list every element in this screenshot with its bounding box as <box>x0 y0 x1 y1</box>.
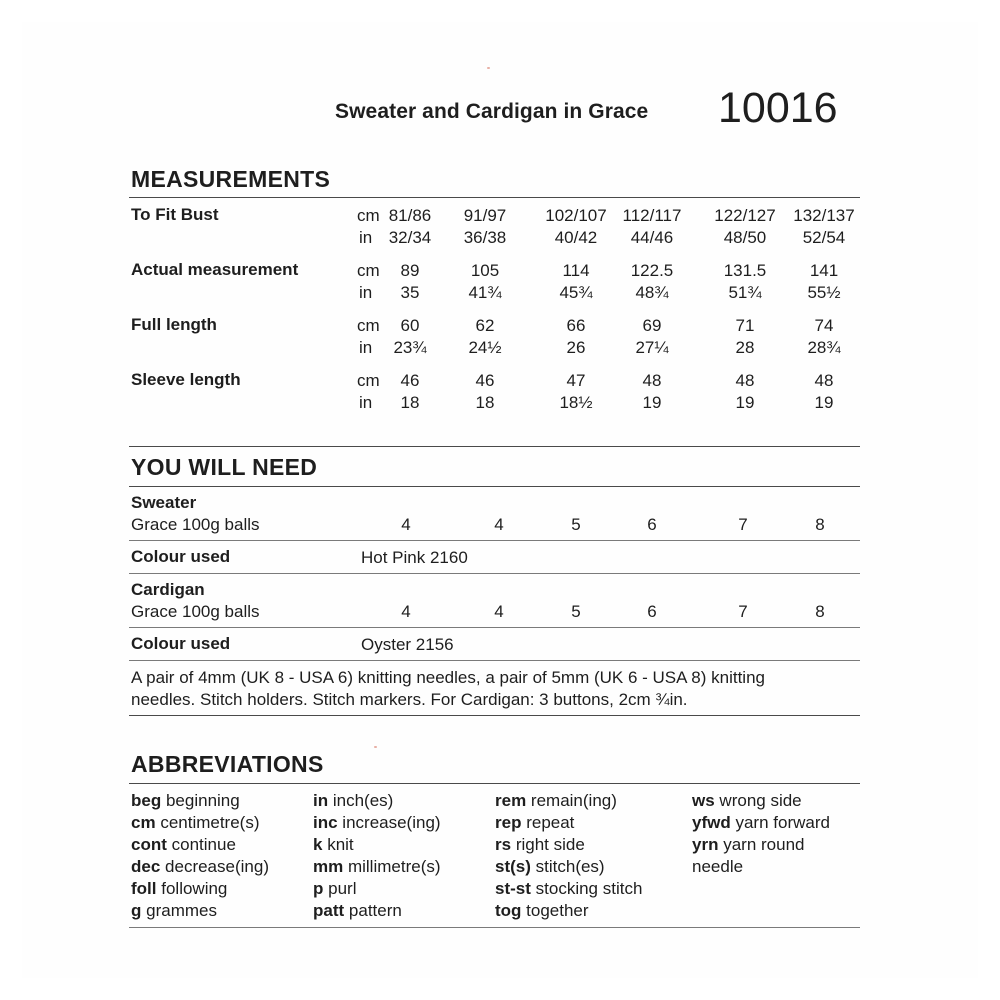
divider <box>129 197 860 198</box>
abbreviation-item <box>131 813 260 833</box>
measurement-in-value: 40/42 <box>554 228 598 247</box>
abbreviation-term: rs <box>495 835 512 854</box>
abbreviation-meaning: beginning <box>165 791 240 810</box>
divider <box>129 540 860 541</box>
measurement-cm-value: 62 <box>475 316 495 335</box>
sweater-colour-label: Colour used <box>131 547 231 566</box>
abbreviation-meaning: needle <box>692 857 744 876</box>
abbreviation-item <box>692 835 804 855</box>
abbreviation-item <box>692 791 802 811</box>
abbreviation-item <box>131 857 269 877</box>
ball-count: 6 <box>647 602 657 621</box>
abbreviation-term: p <box>313 879 324 898</box>
print-speck <box>374 746 377 748</box>
ball-count: 5 <box>571 602 581 621</box>
abbreviation-term: yfwd <box>692 813 731 832</box>
abbreviation-item <box>131 791 240 811</box>
abbreviation-term: cm <box>131 813 156 832</box>
measurement-cm-value: 105 <box>470 261 500 280</box>
abbreviation-term: inc <box>313 813 338 832</box>
abbreviation-term: g <box>131 901 142 920</box>
measurement-in-value: 51¾ <box>728 283 762 302</box>
unit-cm: cm <box>357 206 380 225</box>
abbreviation-meaning: stitch(es) <box>535 857 605 876</box>
abbreviation-term: k <box>313 835 323 854</box>
unit-in: in <box>359 338 373 357</box>
measurement-in-value: 44/46 <box>630 228 674 247</box>
divider <box>129 660 860 661</box>
divider <box>129 573 860 574</box>
measurement-cm-value: 114 <box>562 261 590 280</box>
measurement-cm-value: 46 <box>400 371 420 390</box>
ball-count: 8 <box>815 602 825 621</box>
measurement-in-value: 45¾ <box>559 283 593 302</box>
abbreviation-meaning: remain(ing) <box>530 791 617 810</box>
measurements-heading: MEASUREMENTS <box>131 166 331 192</box>
abbreviations-heading: ABBREVIATIONS <box>131 751 324 777</box>
ball-count: 4 <box>494 515 504 534</box>
abbreviation-term: rep <box>495 813 522 832</box>
you-will-need-heading: YOU WILL NEED <box>131 454 318 480</box>
abbreviation-term: mm <box>313 857 344 876</box>
ball-count: 4 <box>401 515 411 534</box>
notes-line-1: A pair of 4mm (UK 8 - USA 6) knitting needles, a pair of 5mm (UK 6 - USA 8) knitting <box>131 668 765 687</box>
abbreviation-term: rem <box>495 791 527 810</box>
abbreviation-term: dec <box>131 857 161 876</box>
abbreviation-item <box>495 879 642 899</box>
ball-count: 4 <box>494 602 504 621</box>
sweater-colour-value: Hot Pink 2160 <box>361 548 468 567</box>
notes-line-2: needles. Stitch holders. Stitch markers. For Cardigan: 3 buttons, 2cm ¾in. <box>131 690 688 709</box>
abbreviation-term: foll <box>131 879 157 898</box>
ball-count: 5 <box>571 515 581 534</box>
measurement-in-value: 36/38 <box>463 228 507 247</box>
measurement-in-value: 28 <box>735 338 755 357</box>
measurement-cm-value: 74 <box>814 316 834 335</box>
abbreviation-item <box>131 879 227 899</box>
abbreviation-term: st(s) <box>495 857 531 876</box>
measurement-in-value: 52/54 <box>802 228 846 247</box>
measurement-cm-value: 46 <box>475 371 495 390</box>
abbreviation-item <box>495 835 585 855</box>
abbreviation-meaning: decrease(ing) <box>165 857 269 876</box>
measurement-in-value: 41¾ <box>468 283 502 302</box>
sweater-yarn-label: Grace 100g balls <box>131 515 260 534</box>
abbreviation-item <box>313 813 441 833</box>
measurement-cm-value: 112/117 <box>622 206 682 225</box>
abbreviation-term: tog <box>495 901 522 920</box>
abbreviation-term: cont <box>131 835 167 854</box>
measurement-label: Full length <box>131 315 217 334</box>
measurement-cm-value: 48 <box>814 371 834 390</box>
abbreviation-meaning: inch(es) <box>332 791 394 810</box>
unit-cm: cm <box>357 371 380 390</box>
measurement-in-value: 24½ <box>468 338 502 357</box>
measurement-in-value: 26 <box>566 338 586 357</box>
sweater-title: Sweater <box>131 493 197 512</box>
measurement-cm-value: 71 <box>735 316 755 335</box>
measurement-cm-value: 47 <box>566 371 586 390</box>
abbreviation-item <box>495 813 574 833</box>
abbreviation-meaning: together <box>526 901 589 920</box>
abbreviation-term: beg <box>131 791 162 810</box>
abbreviation-meaning: wrong side <box>719 791 802 810</box>
abbreviation-meaning: stocking stitch <box>535 879 643 898</box>
abbreviation-item <box>495 857 605 877</box>
measurement-in-value: 35 <box>400 283 420 302</box>
measurement-cm-value: 48 <box>642 371 662 390</box>
measurement-in-value: 18 <box>400 393 420 412</box>
abbreviation-item <box>495 791 617 811</box>
pattern-number: 10016 <box>718 84 838 132</box>
unit-cm: cm <box>357 316 380 335</box>
abbreviation-item <box>313 835 354 855</box>
abbreviation-item <box>313 791 393 811</box>
abbreviation-term: in <box>313 791 329 810</box>
abbreviation-meaning: millimetre(s) <box>347 857 441 876</box>
unit-in: in <box>359 228 373 247</box>
measurement-label: Sleeve length <box>131 370 241 389</box>
divider <box>129 927 860 928</box>
measurement-cm-value: 69 <box>642 316 662 335</box>
unit-cm: cm <box>357 261 380 280</box>
measurement-cm-value: 60 <box>400 316 420 335</box>
measurement-cm-value: 132/137 <box>793 206 855 225</box>
measurement-in-value: 48/50 <box>723 228 767 247</box>
measurement-label: Actual measurement <box>131 260 299 279</box>
ball-count: 6 <box>647 515 657 534</box>
abbreviation-meaning: repeat <box>526 813 575 832</box>
abbreviation-meaning: grammes <box>146 901 217 920</box>
divider <box>129 486 860 487</box>
abbreviation-meaning: right side <box>515 835 585 854</box>
measurement-cm-value: 131.5 <box>723 261 767 280</box>
measurement-cm-value: 102/107 <box>545 206 607 225</box>
print-speck <box>487 67 490 69</box>
abbreviation-term: st-st <box>495 879 531 898</box>
abbreviation-item <box>692 813 830 833</box>
measurement-cm-value: 122.5 <box>630 261 674 280</box>
unit-in: in <box>359 393 373 412</box>
ball-count: 7 <box>738 602 748 621</box>
cardigan-title: Cardigan <box>131 580 205 599</box>
measurement-in-value: 55½ <box>807 283 841 302</box>
abbreviation-meaning: following <box>161 879 228 898</box>
ball-count: 8 <box>815 515 825 534</box>
divider <box>129 627 860 628</box>
abbreviation-meaning: continue <box>171 835 236 854</box>
measurement-cm-value: 81/86 <box>388 206 432 225</box>
abbreviation-item <box>313 879 356 899</box>
divider <box>129 715 860 716</box>
measurement-in-value: 23¾ <box>393 338 427 357</box>
measurement-cm-value: 66 <box>566 316 586 335</box>
measurement-cm-value: 122/127 <box>714 206 776 225</box>
measurement-in-value: 19 <box>735 393 755 412</box>
measurement-in-value: 18½ <box>559 393 593 412</box>
pattern-title: Sweater and Cardigan in Grace <box>335 100 649 123</box>
abbreviation-meaning: knit <box>327 835 354 854</box>
divider <box>129 783 860 784</box>
abbreviation-term: ws <box>692 791 715 810</box>
cardigan-colour-value: Oyster 2156 <box>361 635 454 654</box>
measurement-in-value: 28¾ <box>807 338 841 357</box>
measurement-label: To Fit Bust <box>131 205 219 224</box>
abbreviation-item <box>131 901 217 921</box>
measurement-in-value: 27¼ <box>635 338 669 357</box>
measurement-cm-value: 91/97 <box>463 206 507 225</box>
abbreviation-item <box>692 857 743 877</box>
measurement-cm-value: 48 <box>735 371 755 390</box>
unit-in: in <box>359 283 373 302</box>
abbreviation-term: yrn <box>692 835 719 854</box>
abbreviation-meaning: centimetre(s) <box>160 813 260 832</box>
abbreviation-item <box>495 901 589 921</box>
divider <box>129 446 860 447</box>
measurement-in-value: 18 <box>475 393 495 412</box>
measurement-cm-value: 141 <box>809 261 839 280</box>
cardigan-yarn-label: Grace 100g balls <box>131 602 260 621</box>
abbreviation-meaning: purl <box>328 879 357 898</box>
abbreviation-meaning: yarn forward <box>735 813 830 832</box>
abbreviation-term: patt <box>313 901 345 920</box>
abbreviation-meaning: pattern <box>348 901 402 920</box>
cardigan-colour-label: Colour used <box>131 634 231 653</box>
abbreviation-meaning: yarn round <box>723 835 805 854</box>
abbreviation-item <box>313 857 441 877</box>
abbreviation-meaning: increase(ing) <box>342 813 441 832</box>
abbreviation-item <box>313 901 402 921</box>
measurement-in-value: 32/34 <box>388 228 432 247</box>
abbreviation-item <box>131 835 236 855</box>
ball-count: 7 <box>738 515 748 534</box>
measurement-in-value: 19 <box>814 393 834 412</box>
measurement-cm-value: 89 <box>400 261 420 280</box>
measurement-in-value: 48¾ <box>635 283 669 302</box>
ball-count: 4 <box>401 602 411 621</box>
measurement-in-value: 19 <box>642 393 662 412</box>
